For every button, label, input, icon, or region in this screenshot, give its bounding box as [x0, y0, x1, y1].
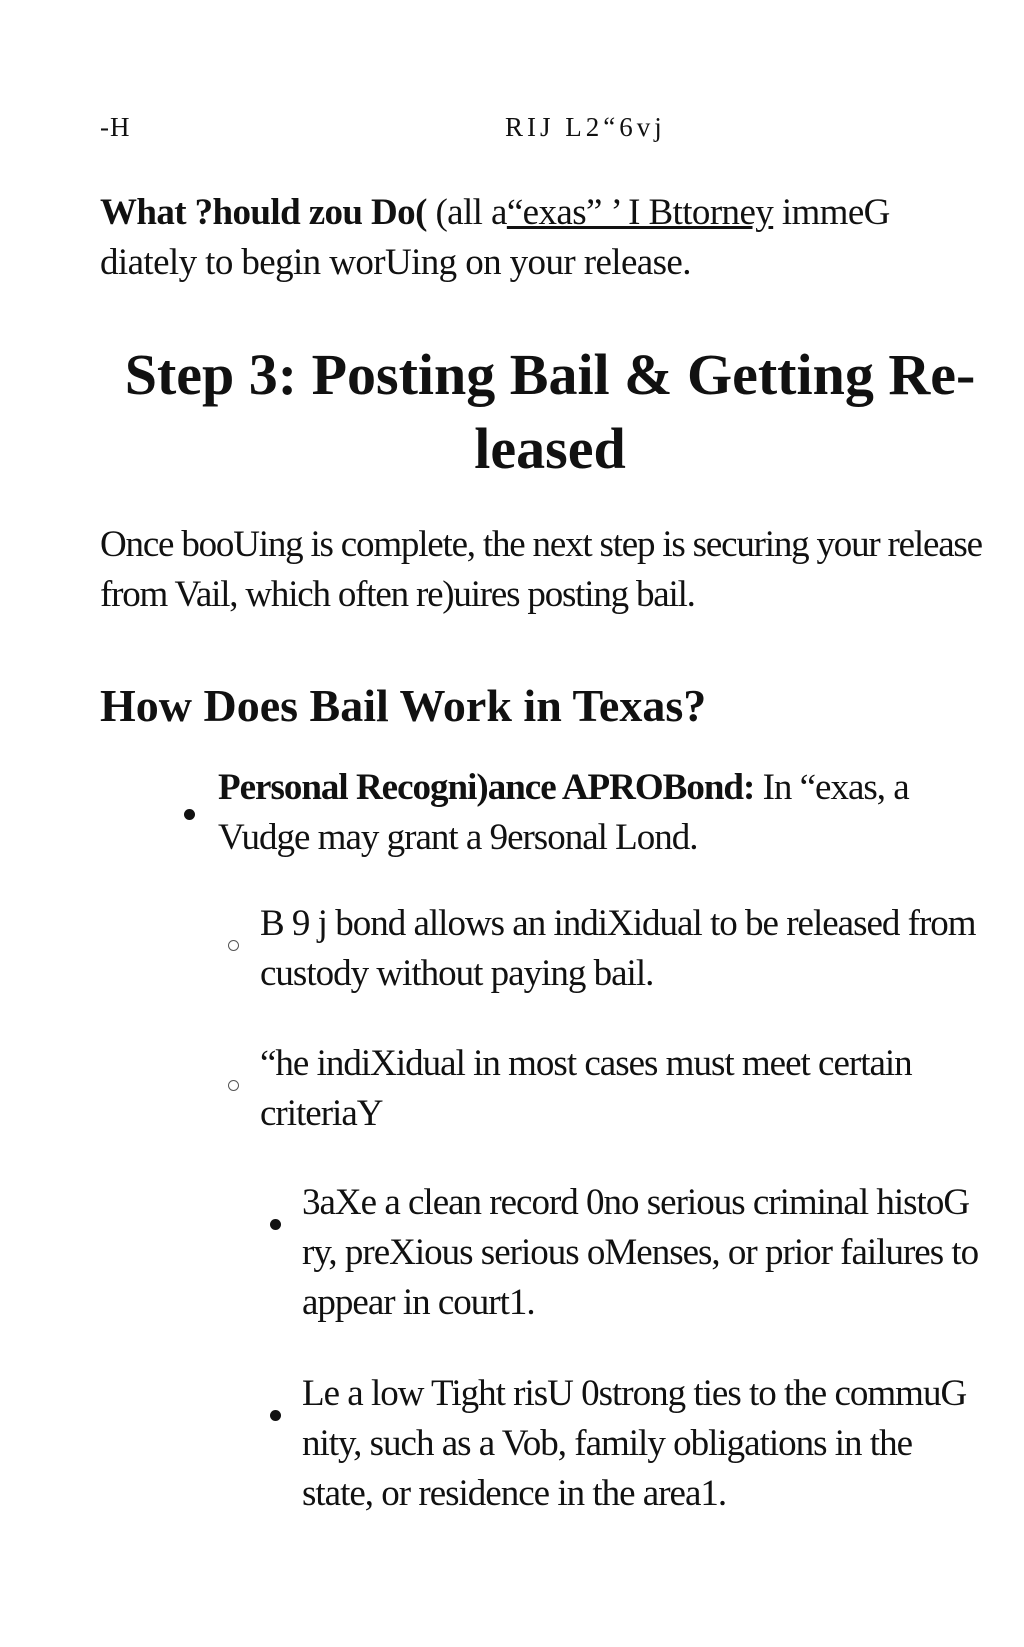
list-item-bold-label: Personal Recogni)ance APROBond:: [218, 767, 755, 808]
intro-text-after-link: immeG diately to begin worUing on your release.: [100, 192, 890, 283]
sub-sub-list-item-clean-record: 3aXe a clean record 0no serious criminal histoG ry, preXious serious oMenses, or prior failures to appear in court1.: [302, 1182, 979, 1323]
list-item-personal-recognizance: [218, 763, 978, 863]
step3-paragraph: Once booUing is complete, the next step is securing your release from Vail, which often re)uires posting bail.: [100, 524, 982, 615]
step3-heading: Step 3: Posting Bail & Getting Re- leased: [124, 342, 976, 481]
sub-sub-list-item-flight-risk: Le a low Tight risU 0strong ties to the commuG nity, such as a Vob, family obligations in the state, or residence in the area1.: [302, 1373, 967, 1514]
attorney-link[interactable]: “exas” ’ I Bttorney: [506, 192, 774, 233]
bullet-icon: [270, 1219, 281, 1230]
intro-lead: What ?hould zou Do(: [100, 192, 427, 233]
how-bail-heading: How Does Bail Work in Texas?: [100, 680, 707, 731]
running-header-left: -H: [100, 112, 131, 142]
running-header-center: RIJ L2“6vj: [505, 112, 666, 142]
list-item-text: In “exas, a Vudge may grant a 9ersonal Lond.: [218, 767, 909, 858]
circle-bullet-icon: [228, 1080, 239, 1091]
circle-bullet-icon: [228, 940, 239, 951]
sub-list-item-criteria: “he indiXidual in most cases must meet certain criteriaY: [260, 1043, 912, 1134]
bullet-icon: [184, 809, 195, 820]
intro-text-before-link: (all a: [426, 192, 507, 233]
bullet-icon: [270, 1410, 281, 1421]
sub-list-item-pr-bond: B 9 j bond allows an indiXidual to be released from custody without paying bail.: [260, 903, 976, 994]
intro-paragraph: [100, 188, 990, 288]
